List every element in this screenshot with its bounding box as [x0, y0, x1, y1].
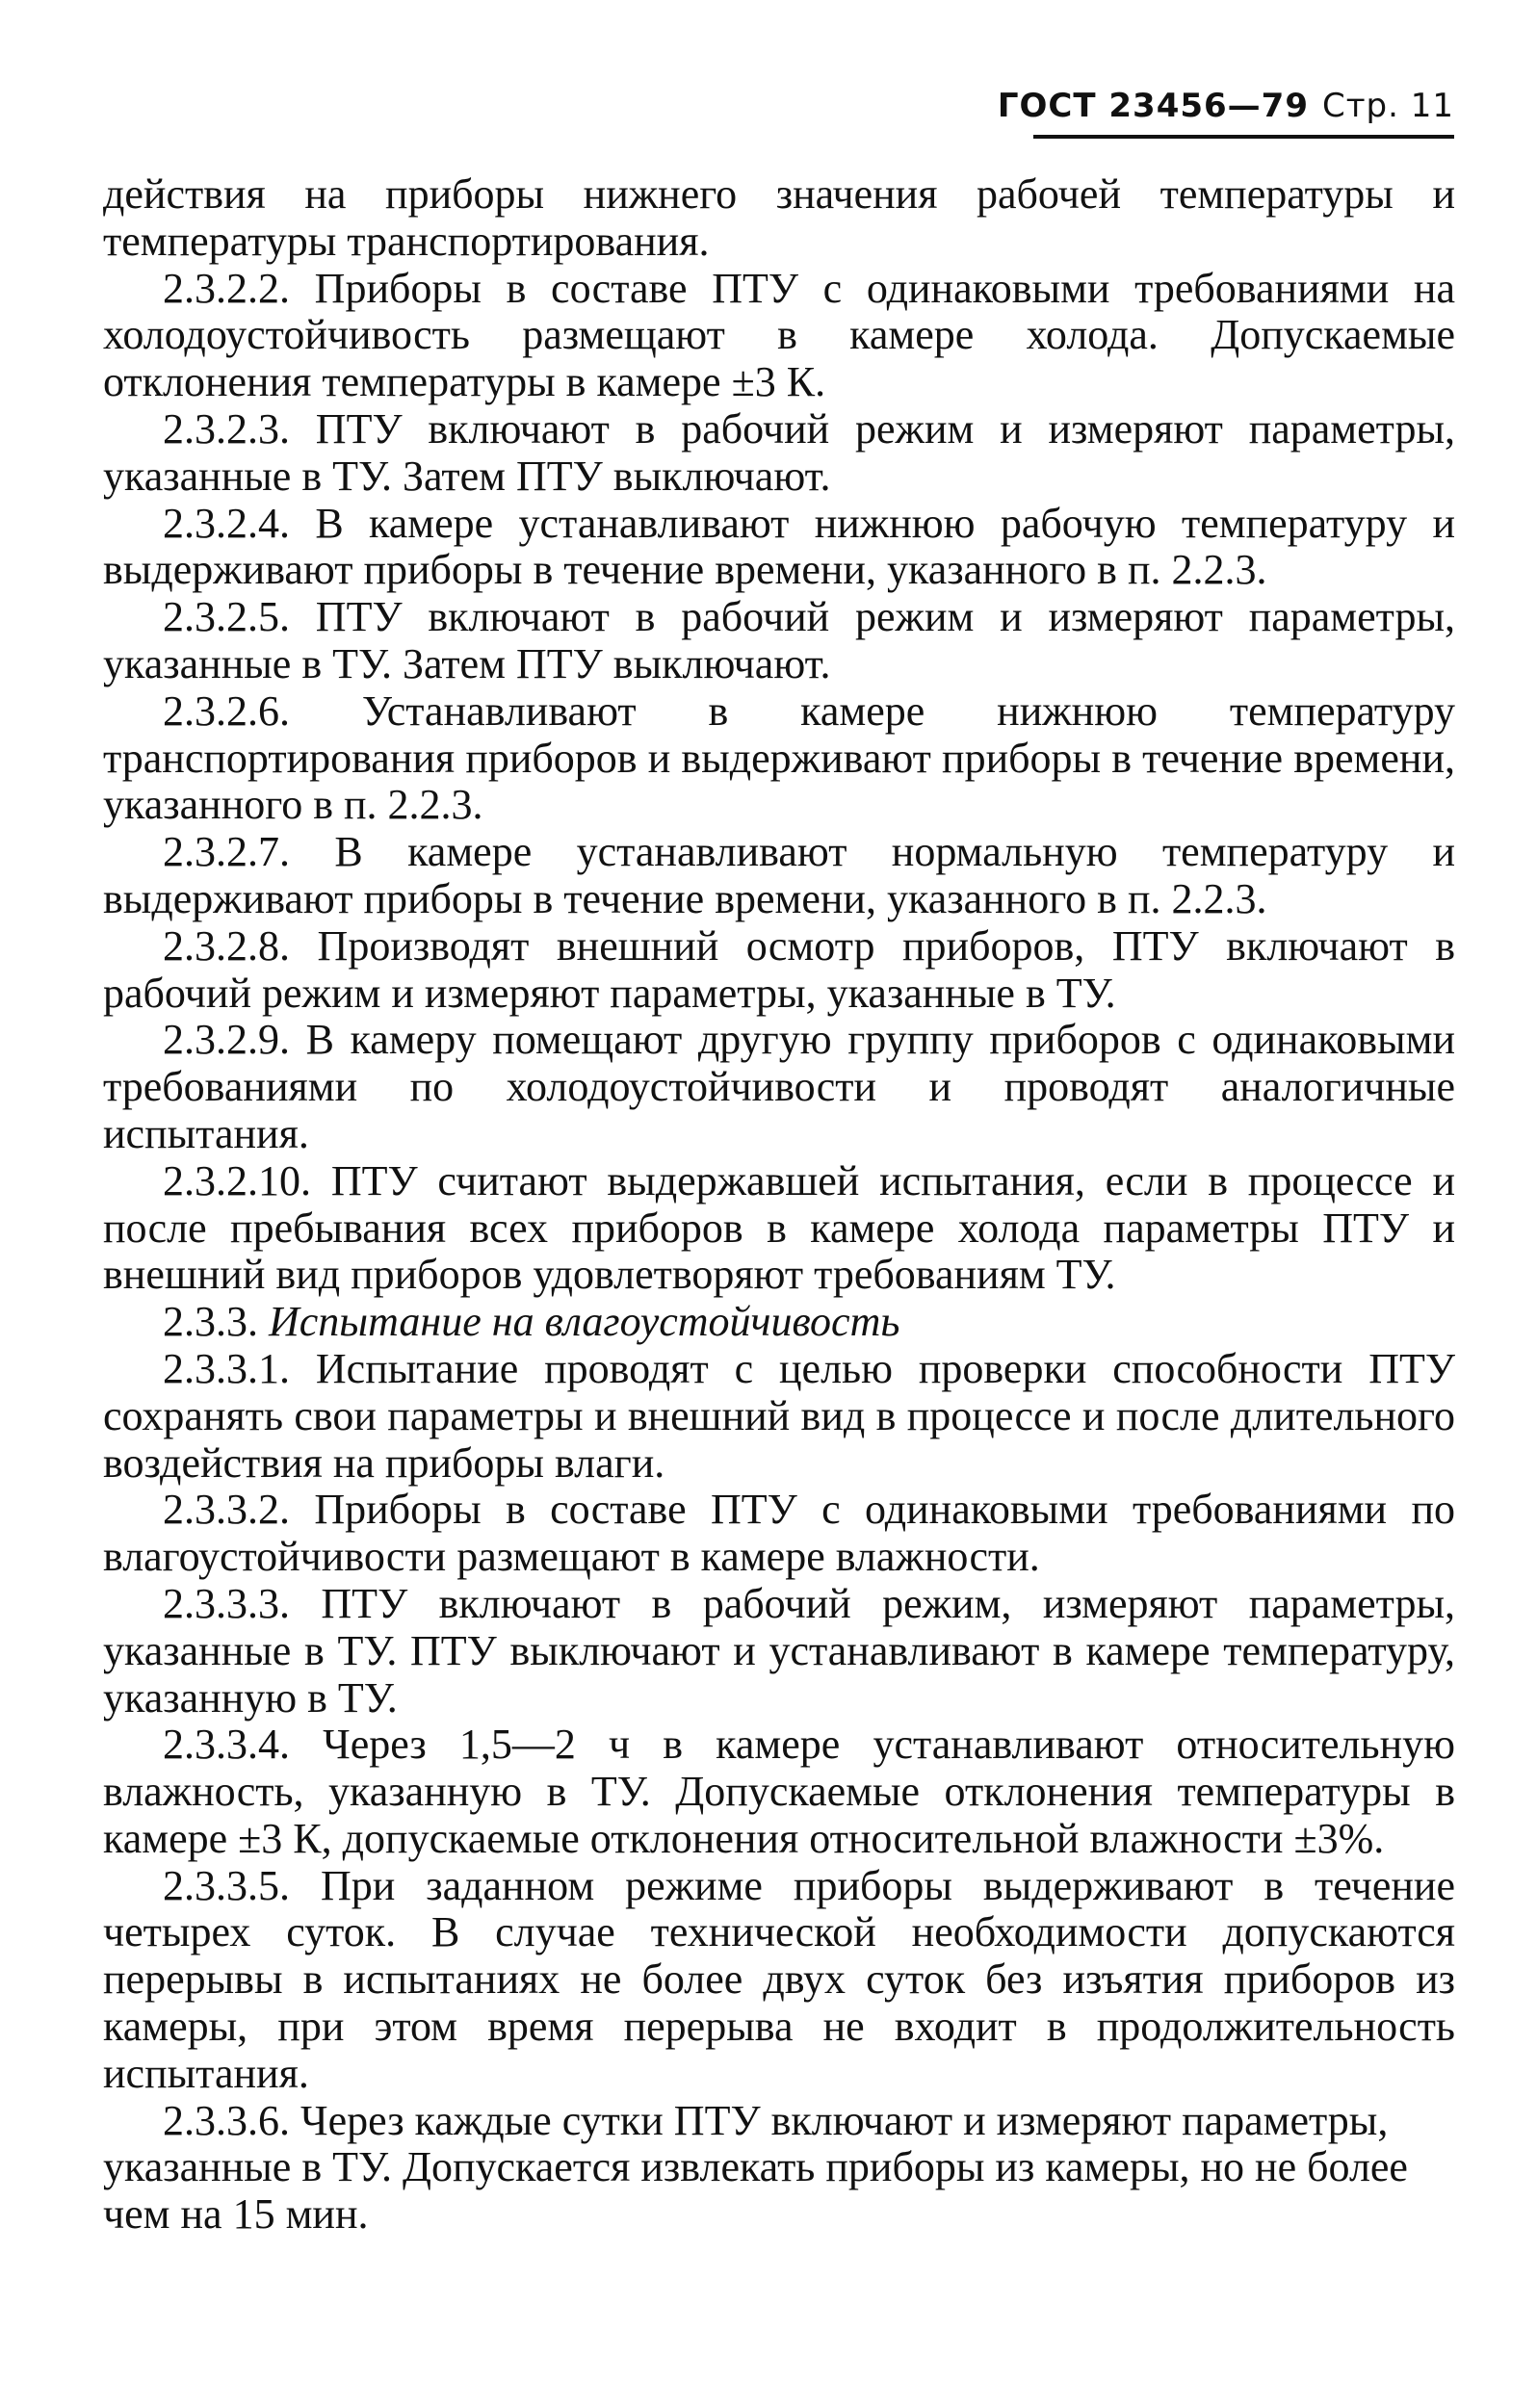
paragraph: 2.3.2.2. Приборы в составе ПТУ с одинаковыми требованиями на холодоустойчивость размещают в камере холода. Допускаемые отклонения температуры в камере ±3 К.: [103, 264, 1455, 406]
paragraph: 2.3.2.10. ПТУ считают выдержавшей испытания, если в процессе и после пребывания всех приборов в камере холода параметры ПТУ и внешний вид приборов удовлетворяют требованиям ТУ.: [103, 1156, 1455, 1299]
page-header: [998, 87, 1454, 125]
paragraph: 2.3.2.8. Производят внешний осмотр приборов, ПТУ включают в рабочий режим и измеряют параметры, указанные в ТУ.: [103, 921, 1455, 1017]
section-title: Испытание на влагоустойчивость: [269, 1298, 900, 1346]
section-heading: [103, 1299, 1455, 1346]
standard-number: ГОСТ 23456—79: [997, 87, 1309, 125]
paragraph: действия на приборы нижнего значения рабочей температуры и температуры транспортирования.: [103, 170, 1455, 265]
paragraph: 2.3.2.7. В камере устанавливают нормальную температуру и выдерживают приборы в течение времени, указанного в п. 2.2.3.: [103, 828, 1455, 922]
paragraph: 2.3.3.6. Через каждые сутки ПТУ включают и измеряют параметры, указанные в ТУ. Допускается извлекать приборы из камеры, но не более чем на 15 мин.: [103, 2096, 1408, 2239]
document-body: [103, 171, 1455, 2239]
paragraph: 2.3.3.5. При заданном режиме приборы выдерживают в течение четырех суток. В случае технической необходимости допускаются перерывы в испытаниях не более двух суток без изъятия приборов из камеры, при этом время перерыва не входит в продолжительность испытания.: [103, 1861, 1455, 2097]
paragraph: 2.3.2.3. ПТУ включают в рабочий режим и измеряют параметры, указанные в ТУ. Затем ПТУ выключают.: [103, 404, 1455, 500]
paragraph: 2.3.3.1. Испытание проводят с целью проверки способности ПТУ сохранять свои параметры и внешний вид в процессе и после длительного воздействия на приборы влаги.: [103, 1344, 1455, 1487]
header-rule: [1033, 135, 1454, 139]
paragraph: 2.3.3.3. ПТУ включают в рабочий режим, измеряют параметры, указанные в ТУ. ПТУ выключают и устанавливают в камере температуру, указанную в ТУ.: [103, 1579, 1455, 1722]
paragraph: 2.3.2.6. Устанавливают в камере нижнюю температуру транспортирования приборов и выдерживают приборы в течение времени, указанного в п. 2.2.3.: [103, 686, 1455, 829]
paragraph: 2.3.2.9. В камеру помещают другую группу приборов с одинаковыми требованиями по холодоустойчивости и проводят аналогичные испытания.: [103, 1016, 1455, 1157]
page-number: Стр. 11: [1321, 87, 1454, 125]
section-number: 2.3.3.: [163, 1298, 258, 1346]
paragraph: 2.3.3.4. Через 1,5—2 ч в камере устанавливают относительную влажность, указанную в ТУ. Допускаемые отклонения температуры в камере ±3 К, допускаемые отклонения относительной влажности ±3%.: [103, 1721, 1455, 1862]
paragraph: 2.3.2.4. В камере устанавливают нижнюю рабочую температуру и выдерживают приборы в течение времени, указанного в п. 2.2.3.: [103, 499, 1455, 594]
paragraph: 2.3.2.5. ПТУ включают в рабочий режим и измеряют параметры, указанные в ТУ. Затем ПТУ выключают.: [103, 593, 1455, 687]
paragraph: 2.3.3.2. Приборы в составе ПТУ с одинаковыми требованиями по влагоустойчивости размещают в камере влажности.: [103, 1486, 1455, 1581]
